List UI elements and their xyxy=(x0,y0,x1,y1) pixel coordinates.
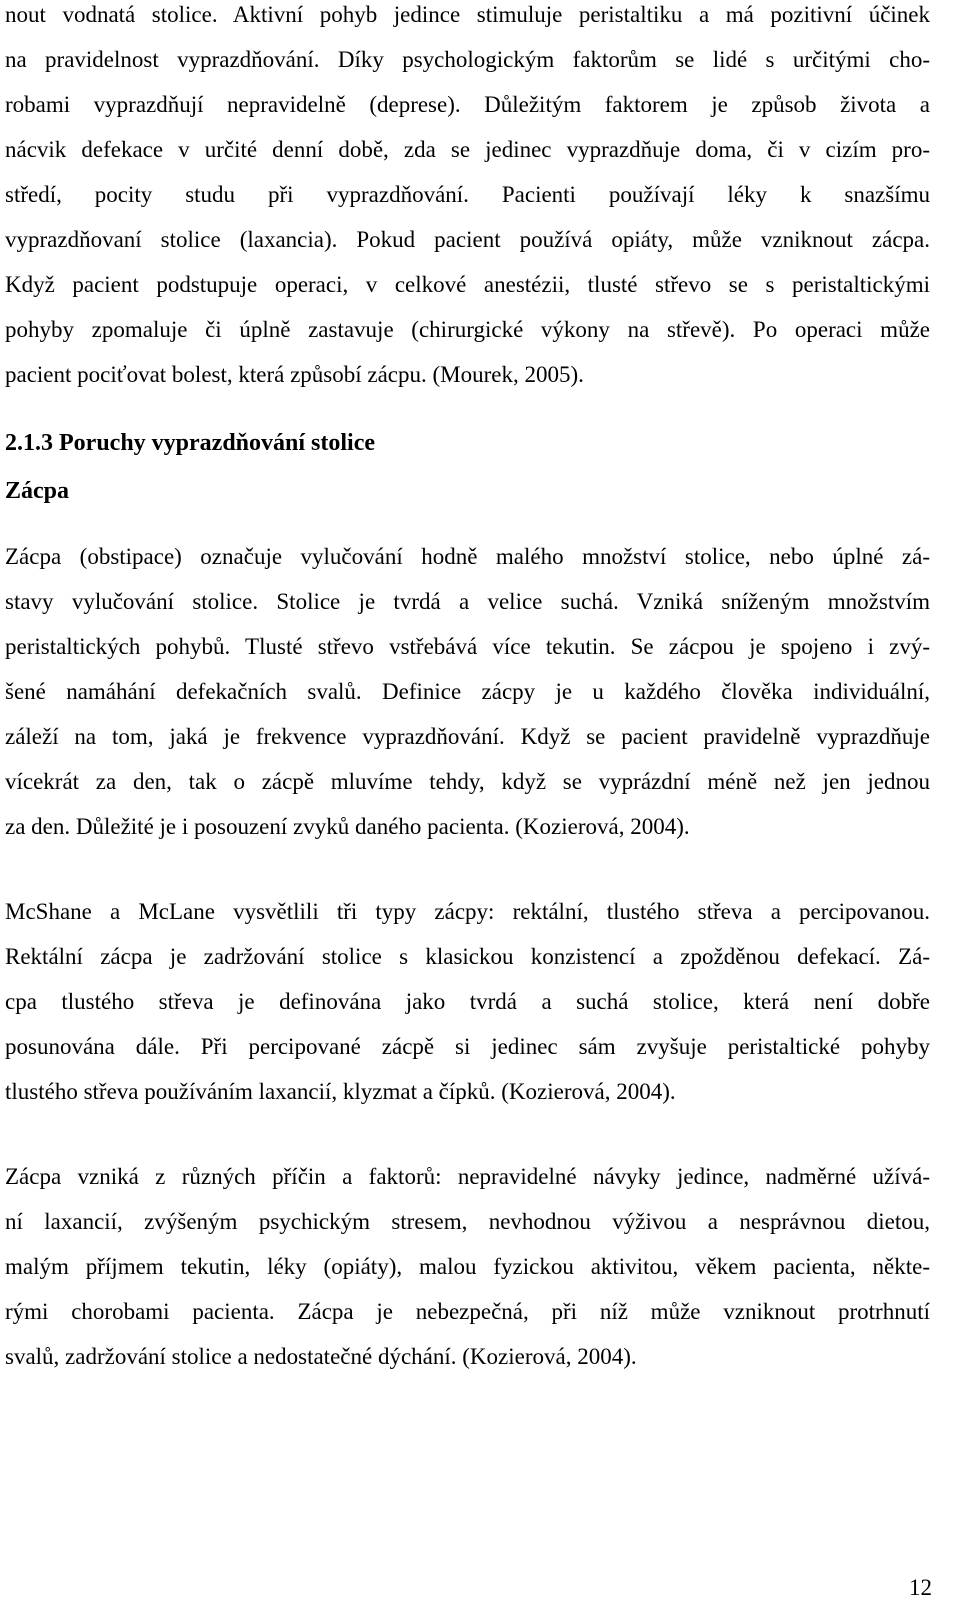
text-line: cpa tlustého střeva je definována jako tvrdá a suchá stolice, která není dobře xyxy=(5,989,930,1014)
text-line: robami vyprazdňují nepravidelně (deprese). Důležitým faktorem je způsob života a xyxy=(5,92,930,117)
text-line: šené namáhání defekačních svalů. Definice zácpy je u každého člověka individuální, xyxy=(5,679,930,704)
text-line: pacient pociťovat bolest, která způsobí zácpu. (Mourek, 2005). xyxy=(5,362,584,387)
page-number: 12 xyxy=(909,1575,932,1600)
section-heading: 2.1.3 Poruchy vyprazdňování stolice xyxy=(5,430,375,456)
text-line: nout vodnatá stolice. Aktivní pohyb jedince stimuluje peristaltiku a má pozitivní účinek xyxy=(5,2,930,27)
text-line: rými chorobami pacienta. Zácpa je nebezpečná, při níž může vzniknout protrhnutí xyxy=(5,1299,930,1324)
text-line: stavy vylučování stolice. Stolice je tvrdá a velice suchá. Vzniká sníženým množstvím xyxy=(5,589,930,614)
text-line: Když pacient podstupuje operaci, v celkové anestézii, tlusté střevo se s peristaltickými xyxy=(5,272,930,297)
text-line: za den. Důležité je i posouzení zvyků daného pacienta. (Kozierová, 2004). xyxy=(5,814,690,839)
text-line: vyprazdňovaní stolice (laxancia). Pokud pacient používá opiáty, může vzniknout zácpa. xyxy=(5,227,930,252)
text-line: McShane a McLane vysvětlili tři typy zácpy: rektální, tlustého střeva a percipovanou. xyxy=(5,899,930,924)
text-line: svalů, zadržování stolice a nedostatečné dýchání. (Kozierová, 2004). xyxy=(5,1344,637,1369)
text-line: peristaltických pohybů. Tlusté střevo vstřebává více tekutin. Se zácpou je spojeno i zvý- xyxy=(5,634,930,659)
subheading: Zácpa xyxy=(5,478,70,504)
text-line: posunována dále. Při percipované zácpě si jedinec sám zvyšuje peristaltické pohyby xyxy=(5,1034,930,1059)
text-line: Rektální zácpa je zadržování stolice s klasickou konzistencí a zpožděnou defekací. Zá- xyxy=(5,944,930,969)
text-line: pohyby zpomaluje či úplně zastavuje (chirurgické výkony na střevě). Po operaci může xyxy=(5,317,930,342)
text-line: na pravidelnost vyprazdňování. Díky psychologickým faktorům se lidé s určitými cho- xyxy=(5,47,930,72)
text-line: Zácpa (obstipace) označuje vylučování hodně malého množství stolice, nebo úplné zá- xyxy=(5,544,930,569)
text-line: záleží na tom, jaká je frekvence vyprazdňování. Když se pacient pravidelně vyprazdňuje xyxy=(5,724,930,749)
text-line: malým příjmem tekutin, léky (opiáty), malou fyzickou aktivitou, věkem pacienta, někte- xyxy=(5,1254,930,1279)
text-line: ní laxancií, zvýšeným psychickým stresem, nevhodnou výživou a nesprávnou dietou, xyxy=(5,1209,930,1234)
text-line: tlustého střeva používáním laxancií, klyzmat a čípků. (Kozierová, 2004). xyxy=(5,1079,676,1104)
text-line: nácvik defekace v určité denní době, zda se jedinec vyprazdňuje doma, či v cizím pro- xyxy=(5,137,930,162)
text-line: vícekrát za den, tak o zácpě mluvíme tehdy, když se vyprázdní méně než jen jednou xyxy=(5,769,930,794)
text-line: středí, pocity studu při vyprazdňování. Pacienti používají léky k snazšímu xyxy=(5,182,930,207)
text-line: Zácpa vzniká z různých příčin a faktorů: nepravidelné návyky jedince, nadměrné užívá- xyxy=(5,1164,930,1189)
